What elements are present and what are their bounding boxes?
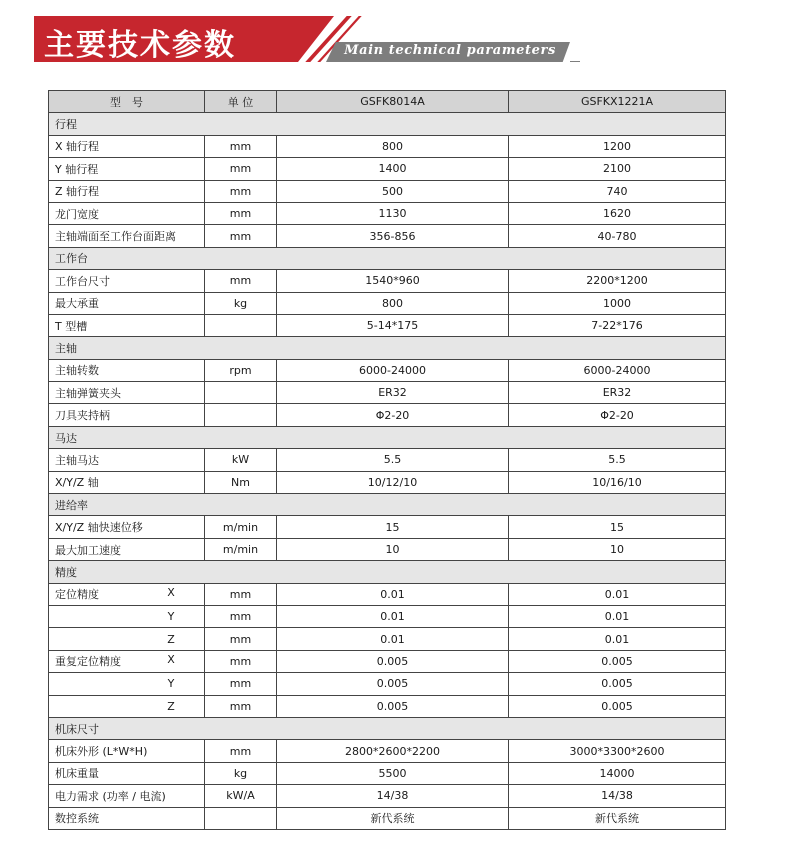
section-label: 马达 bbox=[49, 426, 726, 448]
param-name: 电力需求 (功率 / 电流) bbox=[55, 789, 166, 803]
param-name: 刀具夹持柄 bbox=[55, 409, 110, 423]
unit-cell: mm bbox=[205, 628, 277, 650]
value-model-2: 0.01 bbox=[509, 628, 726, 650]
value-model-1: 5-14*175 bbox=[277, 314, 509, 336]
banner-title: 主要技术参数 bbox=[44, 28, 236, 63]
param-name-cell bbox=[49, 695, 205, 717]
table-row bbox=[49, 382, 726, 404]
value-model-1: 356-856 bbox=[277, 225, 509, 247]
axis-label: Z bbox=[167, 632, 175, 646]
param-name: 机床重量 bbox=[55, 767, 99, 781]
param-name: 主轴马达 bbox=[55, 453, 99, 467]
param-name-cell bbox=[49, 270, 205, 292]
value-model-2: 1200 bbox=[509, 135, 726, 157]
table-row bbox=[49, 538, 726, 560]
value-model-2: 14/38 bbox=[509, 785, 726, 807]
unit-cell: mm bbox=[205, 673, 277, 695]
section-row bbox=[49, 561, 726, 583]
value-model-2: ER32 bbox=[509, 382, 726, 404]
param-name-cell bbox=[49, 158, 205, 180]
unit-cell: mm bbox=[205, 740, 277, 762]
value-model-2: 3000*3300*2600 bbox=[509, 740, 726, 762]
table-row bbox=[49, 785, 726, 807]
table-row bbox=[49, 807, 726, 829]
param-name: 龙门宽度 bbox=[55, 207, 99, 221]
value-model-2: 0.01 bbox=[509, 605, 726, 627]
unit-cell: m/min bbox=[205, 538, 277, 560]
param-name-cell bbox=[49, 605, 205, 627]
value-model-2: 0.01 bbox=[509, 583, 726, 605]
axis-label: Y bbox=[167, 677, 175, 691]
table-row bbox=[49, 605, 726, 627]
value-model-1: 500 bbox=[277, 180, 509, 202]
header-unit: 单 位 bbox=[205, 91, 277, 113]
param-name-cell bbox=[49, 785, 205, 807]
unit-cell: mm bbox=[205, 605, 277, 627]
value-model-1: 0.01 bbox=[277, 605, 509, 627]
table-row bbox=[49, 359, 726, 381]
value-model-2: 0.005 bbox=[509, 673, 726, 695]
unit-cell: kW bbox=[205, 449, 277, 471]
unit-cell: mm bbox=[205, 180, 277, 202]
table-row bbox=[49, 650, 726, 672]
value-model-2: 7-22*176 bbox=[509, 314, 726, 336]
axis-label: Y bbox=[167, 610, 175, 624]
param-name-cell bbox=[49, 471, 205, 493]
value-model-1: 10 bbox=[277, 538, 509, 560]
section-banner bbox=[34, 16, 554, 64]
param-name-cell bbox=[49, 583, 205, 605]
table-row bbox=[49, 202, 726, 224]
unit-cell bbox=[205, 314, 277, 336]
unit-cell: kg bbox=[205, 292, 277, 314]
param-name-cell bbox=[49, 135, 205, 157]
param-name: 数控系统 bbox=[55, 812, 99, 826]
param-name-cell bbox=[49, 359, 205, 381]
value-model-1: 1130 bbox=[277, 202, 509, 224]
value-model-1: 1400 bbox=[277, 158, 509, 180]
axis-label: Z bbox=[167, 699, 175, 713]
section-label: 进给率 bbox=[49, 494, 726, 516]
table-header-row bbox=[49, 91, 726, 113]
unit-cell: mm bbox=[205, 202, 277, 224]
unit-cell: kg bbox=[205, 762, 277, 784]
value-model-2: 15 bbox=[509, 516, 726, 538]
value-model-2: 新代系统 bbox=[509, 807, 726, 829]
section-row bbox=[49, 717, 726, 739]
unit-cell: kW/A bbox=[205, 785, 277, 807]
param-name-cell bbox=[49, 740, 205, 762]
value-model-1: Φ2-20 bbox=[277, 404, 509, 426]
section-row bbox=[49, 494, 726, 516]
table-row bbox=[49, 673, 726, 695]
section-row bbox=[49, 247, 726, 269]
unit-cell: mm bbox=[205, 695, 277, 717]
unit-cell: m/min bbox=[205, 516, 277, 538]
banner-underline bbox=[570, 61, 580, 62]
unit-cell bbox=[205, 382, 277, 404]
section-label: 行程 bbox=[49, 113, 726, 135]
value-model-1: 800 bbox=[277, 135, 509, 157]
parameters-table bbox=[48, 90, 726, 830]
param-name-cell bbox=[49, 202, 205, 224]
table-row bbox=[49, 180, 726, 202]
value-model-1: 0.01 bbox=[277, 583, 509, 605]
section-label: 机床尺寸 bbox=[49, 717, 726, 739]
param-name: 机床外形 (L*W*H) bbox=[55, 745, 148, 759]
param-name-cell bbox=[49, 516, 205, 538]
table-row bbox=[49, 225, 726, 247]
param-name-cell bbox=[49, 449, 205, 471]
param-name-cell bbox=[49, 314, 205, 336]
value-model-2: 14000 bbox=[509, 762, 726, 784]
value-model-1: 6000-24000 bbox=[277, 359, 509, 381]
section-row bbox=[49, 113, 726, 135]
table-row bbox=[49, 404, 726, 426]
param-name-cell bbox=[49, 538, 205, 560]
param-name: 最大承重 bbox=[55, 297, 99, 311]
value-model-1: 0.01 bbox=[277, 628, 509, 650]
param-name: Y 轴行程 bbox=[55, 162, 99, 176]
value-model-1: ER32 bbox=[277, 382, 509, 404]
banner-subtitle: Main technical parameters bbox=[344, 43, 556, 58]
table-row bbox=[49, 158, 726, 180]
value-model-1: 10/12/10 bbox=[277, 471, 509, 493]
unit-cell: rpm bbox=[205, 359, 277, 381]
table-row bbox=[49, 292, 726, 314]
value-model-2: 1620 bbox=[509, 202, 726, 224]
param-name-cell bbox=[49, 225, 205, 247]
axis-label: X bbox=[167, 586, 175, 600]
value-model-1: 0.005 bbox=[277, 673, 509, 695]
param-name: X/Y/Z 轴快速位移 bbox=[55, 521, 143, 535]
param-name: 重复定位精度 bbox=[55, 655, 121, 669]
unit-cell: mm bbox=[205, 583, 277, 605]
unit-cell bbox=[205, 404, 277, 426]
unit-cell: mm bbox=[205, 650, 277, 672]
value-model-2: 2200*1200 bbox=[509, 270, 726, 292]
param-name: 最大加工速度 bbox=[55, 543, 121, 557]
section-label: 精度 bbox=[49, 561, 726, 583]
param-name: 定位精度 bbox=[55, 588, 99, 602]
value-model-2: 740 bbox=[509, 180, 726, 202]
unit-cell bbox=[205, 807, 277, 829]
table-row bbox=[49, 449, 726, 471]
param-name: 工作台尺寸 bbox=[55, 274, 110, 288]
unit-cell: Nm bbox=[205, 471, 277, 493]
section-row bbox=[49, 337, 726, 359]
param-name-cell bbox=[49, 292, 205, 314]
unit-cell: mm bbox=[205, 270, 277, 292]
value-model-2: 10/16/10 bbox=[509, 471, 726, 493]
value-model-1: 15 bbox=[277, 516, 509, 538]
table-row bbox=[49, 314, 726, 336]
table-row bbox=[49, 740, 726, 762]
value-model-2: 1000 bbox=[509, 292, 726, 314]
value-model-2: 0.005 bbox=[509, 695, 726, 717]
value-model-2: 40-780 bbox=[509, 225, 726, 247]
unit-cell: mm bbox=[205, 158, 277, 180]
value-model-2: Φ2-20 bbox=[509, 404, 726, 426]
value-model-2: 6000-24000 bbox=[509, 359, 726, 381]
param-name-cell bbox=[49, 180, 205, 202]
table-row bbox=[49, 695, 726, 717]
table-row bbox=[49, 762, 726, 784]
value-model-1: 0.005 bbox=[277, 695, 509, 717]
param-name: 主轴弹簧夹头 bbox=[55, 386, 121, 400]
unit-cell: mm bbox=[205, 135, 277, 157]
section-label: 主轴 bbox=[49, 337, 726, 359]
value-model-2: 5.5 bbox=[509, 449, 726, 471]
param-name-cell bbox=[49, 673, 205, 695]
table-row bbox=[49, 135, 726, 157]
value-model-2: 2100 bbox=[509, 158, 726, 180]
table-row bbox=[49, 583, 726, 605]
param-name: X/Y/Z 轴 bbox=[55, 476, 99, 490]
section-label: 工作台 bbox=[49, 247, 726, 269]
param-name-cell bbox=[49, 404, 205, 426]
param-name: X 轴行程 bbox=[55, 140, 100, 154]
value-model-1: 14/38 bbox=[277, 785, 509, 807]
value-model-2: 0.005 bbox=[509, 650, 726, 672]
value-model-1: 5500 bbox=[277, 762, 509, 784]
param-name-cell bbox=[49, 762, 205, 784]
table-row bbox=[49, 471, 726, 493]
param-name-cell bbox=[49, 650, 205, 672]
value-model-1: 1540*960 bbox=[277, 270, 509, 292]
param-name: T 型槽 bbox=[55, 319, 88, 333]
value-model-1: 新代系统 bbox=[277, 807, 509, 829]
unit-cell: mm bbox=[205, 225, 277, 247]
param-name-cell bbox=[49, 807, 205, 829]
value-model-1: 2800*2600*2200 bbox=[277, 740, 509, 762]
param-name-cell bbox=[49, 382, 205, 404]
value-model-1: 800 bbox=[277, 292, 509, 314]
value-model-1: 5.5 bbox=[277, 449, 509, 471]
table-row bbox=[49, 270, 726, 292]
header-model-2: GSFKX1221A bbox=[509, 91, 726, 113]
param-name-cell bbox=[49, 628, 205, 650]
section-row bbox=[49, 426, 726, 448]
param-name: Z 轴行程 bbox=[55, 185, 100, 199]
parameters-table-body bbox=[49, 91, 726, 830]
table-row bbox=[49, 516, 726, 538]
header-model: 型 号 bbox=[49, 91, 205, 113]
param-name: 主轴端面至工作台面距离 bbox=[55, 230, 176, 244]
value-model-1: 0.005 bbox=[277, 650, 509, 672]
table-row bbox=[49, 628, 726, 650]
value-model-2: 10 bbox=[509, 538, 726, 560]
header-model-1: GSFK8014A bbox=[277, 91, 509, 113]
axis-label: X bbox=[167, 653, 175, 667]
param-name: 主轴转数 bbox=[55, 364, 99, 378]
